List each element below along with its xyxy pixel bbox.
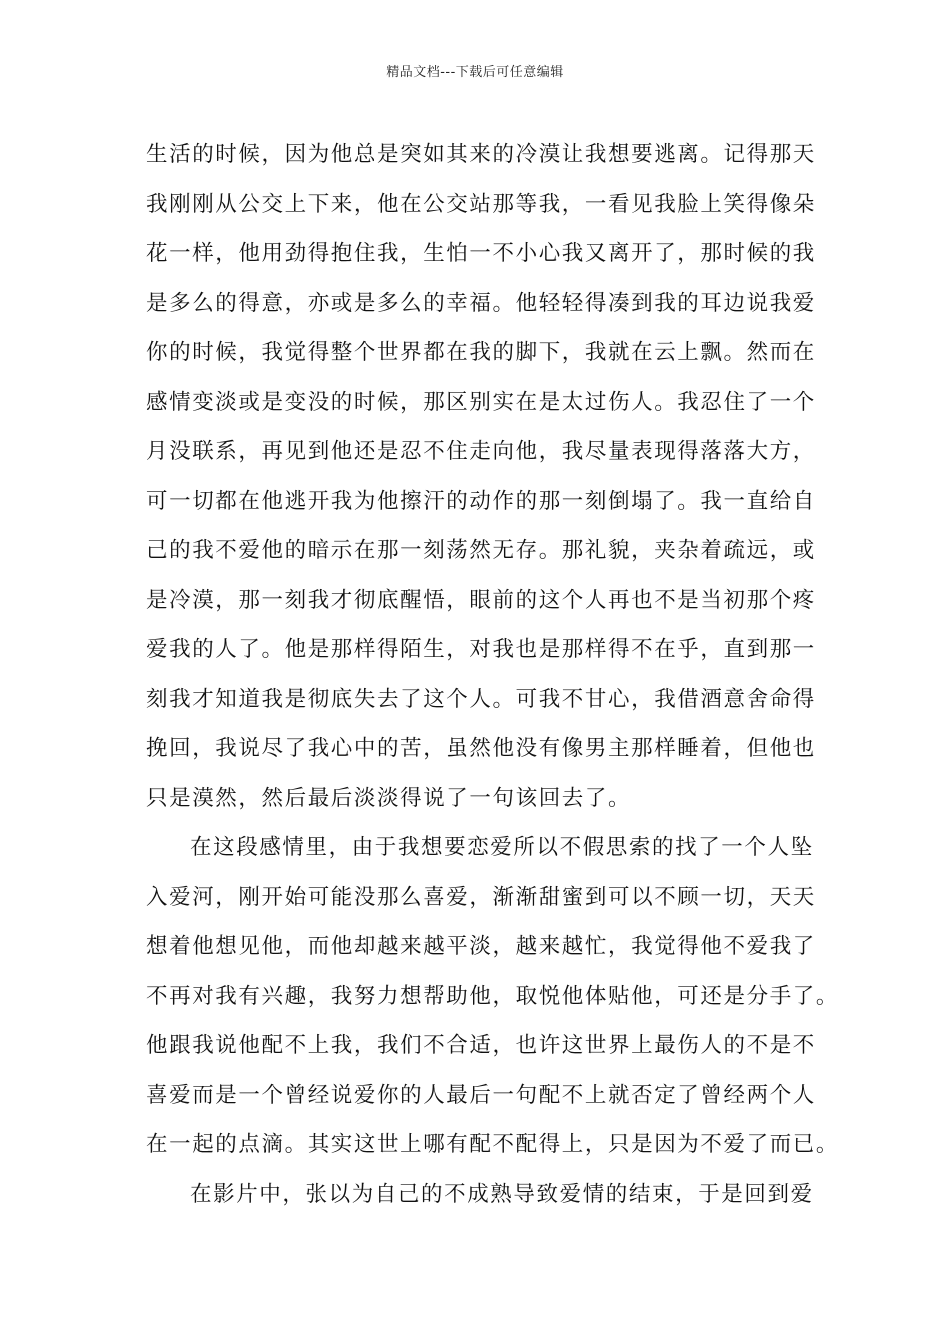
text-line: 爱我的人了。他是那样得陌生，对我也是那样得不在乎，直到那一 (146, 637, 816, 662)
text-line: 喜爱而是一个曾经说爱你的人最后一句配不上就否定了曾经两个人 (146, 1082, 816, 1108)
document-body (146, 130, 840, 1219)
text-line: 感情变淡或是变没的时候，那区别实在是太过伤人。我忍住了一个 (146, 389, 816, 415)
text-line: 不再对我有兴趣，我努力想帮助他，取悦他体贴他，可还是分手了。 (146, 983, 840, 1009)
text-line: 可一切都在他逃开我为他擦汗的动作的那一刻倒塌了。我一直给自 (146, 488, 816, 514)
text-line: 生活的时候，因为他总是突如其来的冷漠让我想要逃离。记得那天 (146, 142, 816, 167)
text-line: 在一起的点滴。其实这世上哪有配不配得上，只是因为不爱了而已。 (146, 1132, 840, 1157)
text-line: 你的时候，我觉得整个世界都在我的脚下，我就在云上飘。然而在 (146, 340, 816, 365)
text-line: 是冷漠，那一刻我才彻底醒悟，眼前的这个人再也不是当初那个疼 (146, 587, 816, 613)
text-line: 只是漠然，然后最后淡淡得说了一句该回去了。 (146, 785, 632, 811)
text-line: 月没联系，再见到他还是忍不住走向他，我尽量表现得落落大方， (146, 439, 816, 464)
text-line: 花一样，他用劲得抱住我，生怕一不小心我又离开了，那时候的我 (146, 241, 816, 266)
text-line: 是多么的得意，亦或是多么的幸福。他轻轻得凑到我的耳边说我爱 (146, 290, 816, 316)
text-line: 刻我才知道我是彻底失去了这个人。可我不甘心，我借酒意舍命得 (146, 686, 816, 712)
paragraph-start-line: 在这段感情里，由于我想要恋爱所以不假思索的找了一个人坠 (190, 835, 814, 860)
text-line: 己的我不爱他的暗示在那一刻荡然无存。那礼貌，夹杂着疏远，或 (146, 538, 816, 563)
page-header: 精品文档---下载后可任意编辑 (386, 65, 564, 80)
text-line: 挽回，我说尽了我心中的苦，虽然他没有像男主那样睡着，但他也 (146, 736, 816, 761)
text-line: 他跟我说他配不上我，我们不合适，也许这世界上最伤人的不是不 (146, 1033, 816, 1058)
paragraph-start-line: 在影片中，张以为自己的不成熟导致爱情的结束，于是回到爱 (190, 1181, 814, 1207)
text-line: 入爱河，刚开始可能没那么喜爱，渐渐甜蜜到可以不顾一切，天天 (146, 884, 816, 910)
text-line: 想着他想见他，而他却越来越平淡，越来越忙，我觉得他不爱我了 (146, 934, 816, 959)
text-line: 我刚刚从公交上下来，他在公交站那等我，一看见我脸上笑得像朵 (146, 191, 816, 217)
